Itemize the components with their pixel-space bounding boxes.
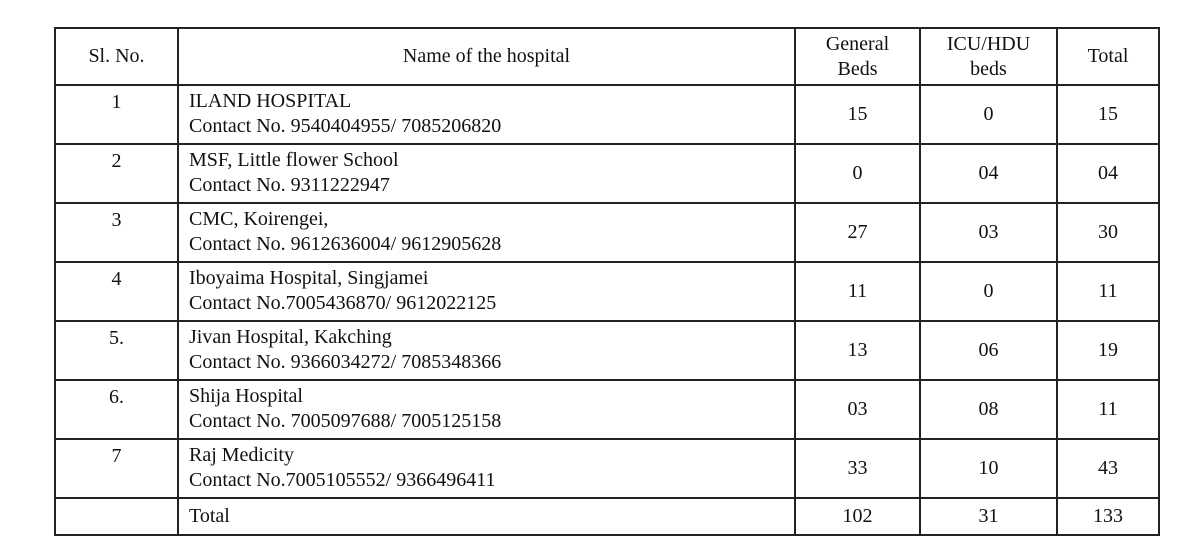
total-cell: 15 xyxy=(1057,85,1159,144)
general-beds-cell: 27 xyxy=(795,203,920,262)
sl-no-cell: 3 xyxy=(55,203,178,262)
hospital-cell xyxy=(178,439,795,498)
hospital-contact: Contact No. 9540404955/ 7085206820 xyxy=(189,115,502,137)
icu-hdu-beds-cell: 03 xyxy=(920,203,1057,262)
icu-hdu-beds-cell: 06 xyxy=(920,321,1057,380)
table-row xyxy=(55,85,1159,144)
table-row xyxy=(55,380,1159,439)
hospital-cell xyxy=(178,321,795,380)
icu-hdu-beds-cell: 08 xyxy=(920,380,1057,439)
icu-hdu-beds-cell: 10 xyxy=(920,439,1057,498)
icu-hdu-beds-cell: 0 xyxy=(920,262,1057,321)
hospital-cell xyxy=(178,380,795,439)
header-sl-no: Sl. No. xyxy=(55,28,178,85)
general-beds-cell: 0 xyxy=(795,144,920,203)
hospital-contact: Contact No. 9366034272/ 7085348366 xyxy=(189,351,502,373)
header-row xyxy=(55,28,1159,85)
header-general-beds-line-2: Beds xyxy=(837,57,878,80)
header-icu-hdu-line-1: ICU/HDU xyxy=(946,32,1031,55)
hospital-contact: Contact No. 9612636004/ 9612905628 xyxy=(189,233,502,255)
header-general-beds xyxy=(795,28,920,85)
header-general-beds-line-1: General xyxy=(825,32,890,55)
hospital-contact: Contact No. 7005097688/ 7005125158 xyxy=(189,410,502,432)
grand-total: 133 xyxy=(1057,498,1159,535)
icu-hdu-beds-cell: 0 xyxy=(920,85,1057,144)
hospital-cell xyxy=(178,85,795,144)
total-cell: 04 xyxy=(1057,144,1159,203)
sl-no-cell: 4 xyxy=(55,262,178,321)
sl-no-cell: 1 xyxy=(55,85,178,144)
hospital-name: ILAND HOSPITAL xyxy=(189,90,352,112)
sl-no-cell: 2 xyxy=(55,144,178,203)
table-row xyxy=(55,203,1159,262)
hospital-name: Raj Medicity xyxy=(189,444,294,466)
header-icu-hdu-line-2: beds xyxy=(970,57,1007,80)
header-total: Total xyxy=(1057,28,1159,85)
table-row xyxy=(55,321,1159,380)
total-general-beds: 102 xyxy=(795,498,920,535)
general-beds-cell: 11 xyxy=(795,262,920,321)
general-beds-cell: 03 xyxy=(795,380,920,439)
table-row xyxy=(55,262,1159,321)
table-row xyxy=(55,144,1159,203)
total-icu-hdu-beds: 31 xyxy=(920,498,1057,535)
general-beds-cell: 13 xyxy=(795,321,920,380)
total-cell: 11 xyxy=(1057,262,1159,321)
sl-no-cell: 7 xyxy=(55,439,178,498)
hospital-contact: Contact No. 9311222947 xyxy=(189,174,390,196)
sl-no-cell: 6. xyxy=(55,380,178,439)
total-cell: 11 xyxy=(1057,380,1159,439)
header-icu-hdu-beds xyxy=(920,28,1057,85)
totals-row xyxy=(55,498,1159,535)
hospital-contact: Contact No.7005105552/ 9366496411 xyxy=(189,469,496,491)
hospital-cell xyxy=(178,203,795,262)
hospital-name: MSF, Little flower School xyxy=(189,149,399,171)
hospital-name: Jivan Hospital, Kakching xyxy=(189,326,392,348)
general-beds-cell: 15 xyxy=(795,85,920,144)
sl-no-cell: 5. xyxy=(55,321,178,380)
sl-no-cell-empty xyxy=(55,498,178,535)
total-cell: 19 xyxy=(1057,321,1159,380)
total-cell: 43 xyxy=(1057,439,1159,498)
hospital-beds-table xyxy=(54,27,1160,536)
icu-hdu-beds-cell: 04 xyxy=(920,144,1057,203)
hospital-cell xyxy=(178,144,795,203)
header-hospital-name: Name of the hospital xyxy=(178,28,795,85)
table-row xyxy=(55,439,1159,498)
general-beds-cell: 33 xyxy=(795,439,920,498)
hospital-name: CMC, Koirengei, xyxy=(189,208,329,230)
total-cell: 30 xyxy=(1057,203,1159,262)
hospital-name: Shija Hospital xyxy=(189,385,303,407)
hospital-cell xyxy=(178,262,795,321)
totals-label: Total xyxy=(178,498,795,535)
hospital-contact: Contact No.7005436870/ 9612022125 xyxy=(189,292,497,314)
hospital-name: Iboyaima Hospital, Singjamei xyxy=(189,267,429,289)
